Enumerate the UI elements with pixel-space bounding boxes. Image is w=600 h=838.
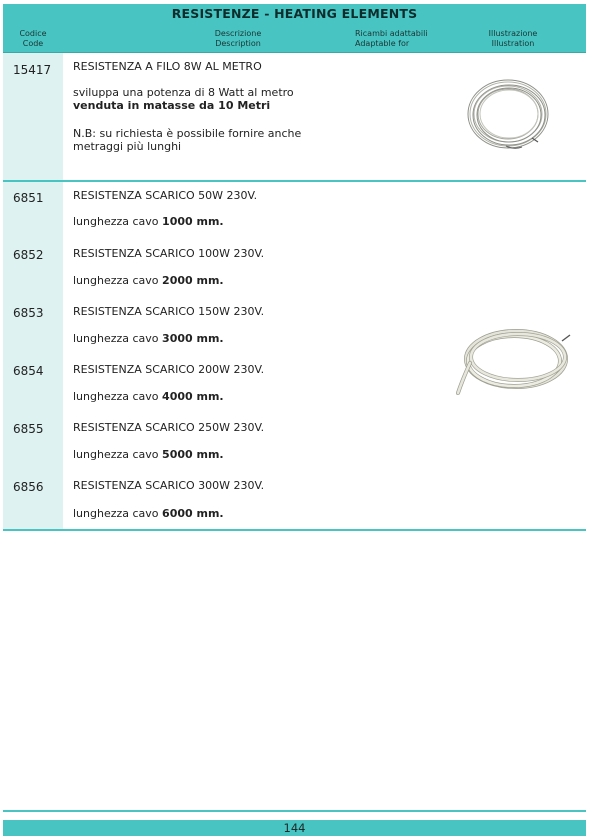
section-divider xyxy=(3,529,586,531)
product-code: 6854 xyxy=(13,364,44,378)
cable-label: lunghezza cavo xyxy=(73,274,159,287)
page-title: RESISTENZE - HEATING ELEMENTS xyxy=(3,4,586,23)
product-code: 6855 xyxy=(13,422,44,436)
product-cable-length xyxy=(73,448,224,461)
product-sale-unit: venduta in matasse da 10 Metri xyxy=(73,99,271,112)
product-cable-length xyxy=(73,507,224,520)
cable-label: lunghezza cavo xyxy=(73,448,159,461)
cable-value: 6000 mm. xyxy=(162,507,224,520)
header-code xyxy=(3,29,63,49)
product-cable-length xyxy=(73,390,224,403)
table-header xyxy=(3,23,586,53)
cable-label: lunghezza cavo xyxy=(73,332,159,345)
coiled-cable-image xyxy=(448,323,576,399)
product-note-1: N.B: su richiesta è possibile fornire anche xyxy=(73,127,302,140)
product-name: RESISTENZA SCARICO 300W 230V. xyxy=(73,479,265,492)
product-name: RESISTENZA SCARICO 50W 230V. xyxy=(73,189,258,202)
cable-value: 4000 mm. xyxy=(162,390,224,403)
header-description-it: Descrizione xyxy=(214,29,262,38)
product-code: 6851 xyxy=(13,191,44,205)
product-name: RESISTENZA SCARICO 150W 230V. xyxy=(73,305,265,318)
page-number: 144 xyxy=(3,820,586,836)
header-illustration xyxy=(473,29,553,49)
cable-label: lunghezza cavo xyxy=(73,390,159,403)
cable-value: 1000 mm. xyxy=(162,215,224,228)
product-cable-length xyxy=(73,215,224,228)
product-name: RESISTENZA SCARICO 250W 230V. xyxy=(73,421,265,434)
header-spares-it: Ricambi adattabili xyxy=(355,29,428,38)
product-cable-length xyxy=(73,274,224,287)
product-cable-length xyxy=(73,332,224,345)
cable-label: lunghezza cavo xyxy=(73,507,159,520)
header-description-en: Description xyxy=(215,39,261,48)
product-note-2: metraggi più lunghi xyxy=(73,140,182,153)
header-spares-en: Adaptable for xyxy=(355,39,410,48)
product-name: RESISTENZA SCARICO 100W 230V. xyxy=(73,247,265,260)
header-spares xyxy=(355,29,435,49)
header-illustration-it: Illustrazione xyxy=(488,29,538,38)
product-code: 15417 xyxy=(13,63,52,77)
header-description xyxy=(183,29,293,49)
code-column xyxy=(3,182,63,529)
footer-divider xyxy=(3,810,586,812)
header-code-it: Codice xyxy=(19,29,47,38)
product-power: sviluppa una potenza di 8 Watt al metro xyxy=(73,86,294,99)
product-code: 6853 xyxy=(13,306,44,320)
product-name: RESISTENZA SCARICO 200W 230V. xyxy=(73,363,265,376)
cable-value: 2000 mm. xyxy=(162,274,224,287)
product-code: 6852 xyxy=(13,248,44,262)
cable-value: 3000 mm. xyxy=(162,332,224,345)
product-name: RESISTENZA A FILO 8W AL METRO xyxy=(73,60,262,73)
header-code-en: Code xyxy=(22,39,44,48)
cable-label: lunghezza cavo xyxy=(73,215,159,228)
header-illustration-en: Illustration xyxy=(491,39,535,48)
coiled-wire-image xyxy=(462,74,556,154)
cable-value: 5000 mm. xyxy=(162,448,224,461)
product-code: 6856 xyxy=(13,480,44,494)
